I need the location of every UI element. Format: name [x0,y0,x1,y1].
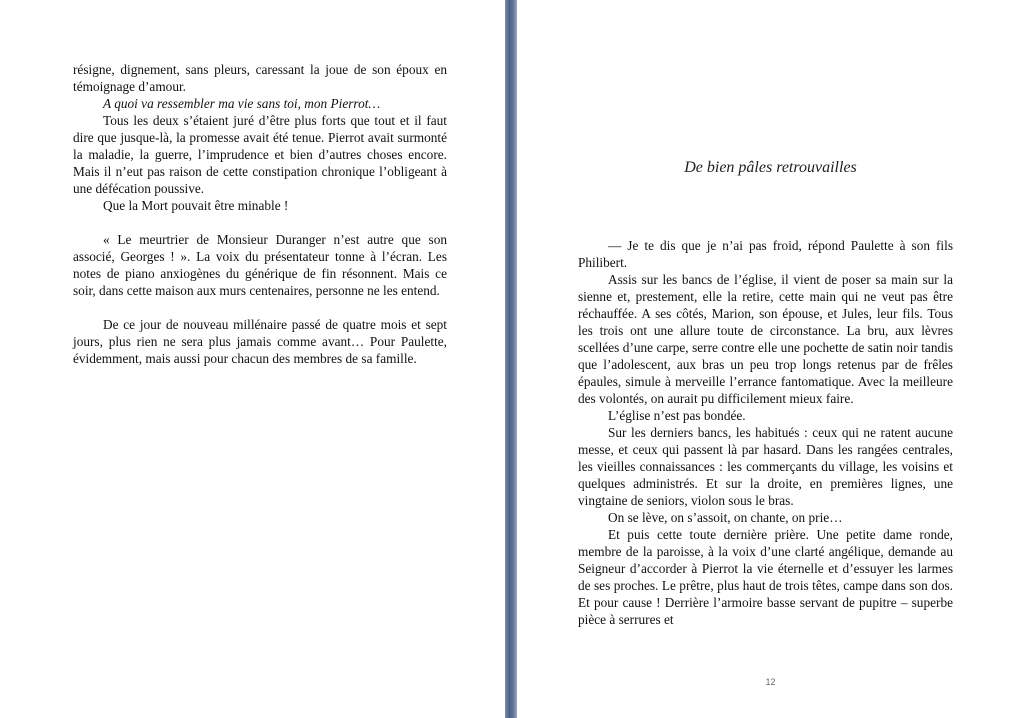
paragraph: L’église n’est pas bondée. [608,408,746,423]
paragraph: On se lève, on s’assoit, on chante, on prie… [608,510,843,525]
paragraph: « Le meurtrier de Monsieur Duranger n’est autre que son associé, Georges ! ». La voix du présentateur tonne à l’écran. Les notes de piano anxiogènes du générique de fin résonnent. Mais ce soir, dans cette maison aux murs centenaires, personne ne les entend. [73,232,447,298]
right-page [517,0,1024,718]
paragraph: résigne, dignement, sans pleurs, caressant la joue de son époux en témoignage d’amour. [73,62,447,94]
page-number: 12 [765,677,776,687]
chapter-title: De bien pâles retrouvailles [684,159,857,176]
italic-text: A quoi va ressembler ma vie sans toi, mon Pierrot… [103,96,381,111]
paragraph: De ce jour de nouveau millénaire passé de quatre mois et sept jours, plus rien ne sera plus jamais comme avant… Pour Paulette, évidemment, mais aussi pour chacun des membres de sa famille. [73,317,447,366]
paragraph-italic-thought [73,95,447,112]
paragraph: Tous les deux s’étaient juré d’être plus forts que tout et il faut dire que jusque-là, la promesse avait été tenue. Pierrot avait surmonté la maladie, la guerre, l’imprudence et bien d’autres choses encore. Mais il n’eut pas raison de cette constipation chronique l’obligeant à une défécation poussive. [73,113,447,196]
right-page-text [578,237,953,628]
page-gutter [505,0,517,718]
paragraph: Sur les derniers bancs, les habitués : ceux qui ne ratent aucune messe, et ceux qui passent là par hasard. Dans les rangées centrales, les vieilles connaissances : les commerçants du village, les voisins et quelques administrés. Et sur la droite, en premières lignes, une vingtaine de seniors, violon sous le bras. [578,425,953,508]
paragraph: Que la Mort pouvait être minable ! [103,198,289,213]
paragraph: Et puis cette toute dernière prière. Une petite dame ronde, membre de la paroisse, à la voix d’une clarté angélique, demande au Seigneur d’accorder à Pierrot la vie éternelle et d’essuyer les larmes de ses proches. Le prêtre, plus haut de trois têtes, campe dans son dos. Et pour cause ! Derrière l’armoire basse servant de pupitre – superbe pièce à serrures et [578,527,953,627]
left-page [0,0,505,718]
paragraph: Assis sur les bancs de l’église, il vient de poser sa main sur la sienne et, prestement, elle la retire, cette main qui ne veut pas être réchauffée. A ses côtés, Marion, son épouse, et Jules, leur fils. Tous les trois ont une allure toute de circonstance. La bru, aux lèvres scellées d’une carpe, serre contre elle une pochette de satin noir tandis que l’adolescent, aux bras un peu trop longs retenus par de frêles épaules, simule à merveille l’errance fantomatique. Avec la meilleure des volontés, on aurait pu difficilement mieux faire. [578,272,953,406]
left-page-text [73,61,447,367]
paragraph-dialogue: — Je te dis que je n’ai pas froid, répond Paulette à son fils Philibert. [578,238,953,270]
